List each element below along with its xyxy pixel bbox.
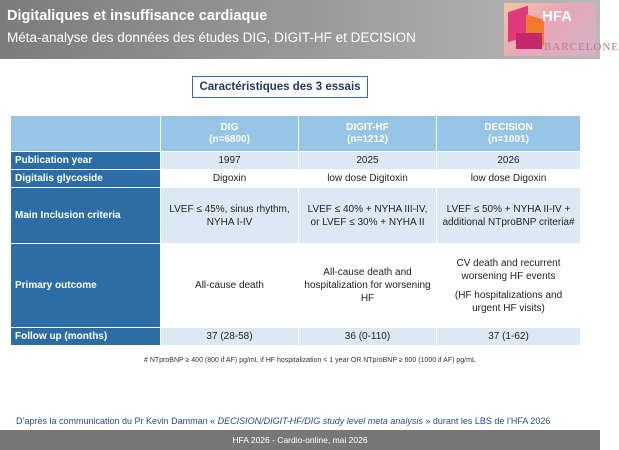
row-header-primary-outcome: Primary outcome (11, 244, 161, 328)
table-cell: low dose Digitoxin (299, 170, 437, 188)
source-credit (16, 416, 550, 426)
trials-table-wrapper (10, 115, 580, 346)
outcome-main: CV death and recurrent worsening HF events (456, 257, 561, 282)
table-row (11, 170, 581, 188)
table-cell: 2025 (299, 152, 437, 170)
hfa-logo (504, 3, 619, 56)
table-cell: 1997 (161, 152, 299, 170)
table-row (11, 244, 581, 328)
table-cell: 36 (0-110) (299, 328, 437, 346)
column-header-dig (161, 116, 299, 152)
table-cell: 37 (1-62) (437, 328, 581, 346)
page-subtitle: Méta-analyse des données des études DIG, DIGIT-HF et DECISION (7, 30, 416, 45)
column-header-decision (437, 116, 581, 152)
footer-bar: HFA 2026 - Cardio-online, mai 2026 (0, 430, 600, 450)
table-cell: LVEF ≤ 45%, sinus rhythm, NYHA I-IV (161, 188, 299, 244)
column-name: DIG (220, 121, 239, 133)
row-header-digitalis-glycoside: Digitalis glycoside (11, 170, 161, 188)
logo-text: HFA (542, 8, 572, 25)
row-header-follow-up: Follow up (months) (11, 328, 161, 346)
table-cell: LVEF ≤ 50% + NYHA II-IV + additional NTproBNP criteria# (437, 188, 581, 244)
column-header-digit-hf (299, 116, 437, 152)
table-cell: 2026 (437, 152, 581, 170)
table-row (11, 152, 581, 170)
column-n: (n=1001) (488, 133, 529, 145)
column-name: DIGIT-HF (346, 121, 389, 133)
section-title: Caractéristiques des 3 essais (192, 76, 368, 98)
table-footnote: # NTproBNP ≥ 400 (800 if AF) pg/mL if HF hospitalization < 1 year OR NTproBNP ≥ 600 (1000 if AF) pg/mL (144, 357, 476, 364)
logo-subtext: BARCELONE (544, 41, 619, 53)
credit-suffix: » durant les LBS de l’HFA 2026 (422, 416, 551, 426)
credit-talk-title: DECISION/DIGIT-HF/DIG study level meta analysis (217, 416, 423, 426)
outcome-detail: (HF hospitalizations and urgent HF visits) (454, 289, 563, 314)
table-cell: All-cause death and hospitalization for worsening HF (299, 244, 437, 328)
header-band (0, 0, 619, 59)
table-cell: low dose Digoxin (437, 170, 581, 188)
row-header-publication-year: Publication year (11, 152, 161, 170)
table-cell: 37 (28-58) (161, 328, 299, 346)
logo-shape-magenta (516, 33, 542, 49)
table-row (11, 328, 581, 346)
column-n: (n=1212) (347, 133, 388, 145)
table-cell: Digoxin (161, 170, 299, 188)
trials-table (10, 115, 581, 346)
table-header-row (11, 116, 581, 152)
column-n: (n=6800) (209, 133, 250, 145)
table-cell (437, 244, 581, 328)
column-name: DECISION (484, 121, 533, 133)
table-corner-cell (11, 116, 161, 152)
table-row (11, 188, 581, 244)
row-header-inclusion-criteria: Main Inclusion criteria (11, 188, 161, 244)
credit-prefix: D’après la communication du Pr Kevin Damman « (16, 416, 218, 426)
page-title: Digitaliques et insuffisance cardiaque (7, 8, 268, 24)
table-cell: All-cause death (161, 244, 299, 328)
table-cell: LVEF ≤ 40% + NYHA III-IV, or LVEF ≤ 30% + NYHA II (299, 188, 437, 244)
